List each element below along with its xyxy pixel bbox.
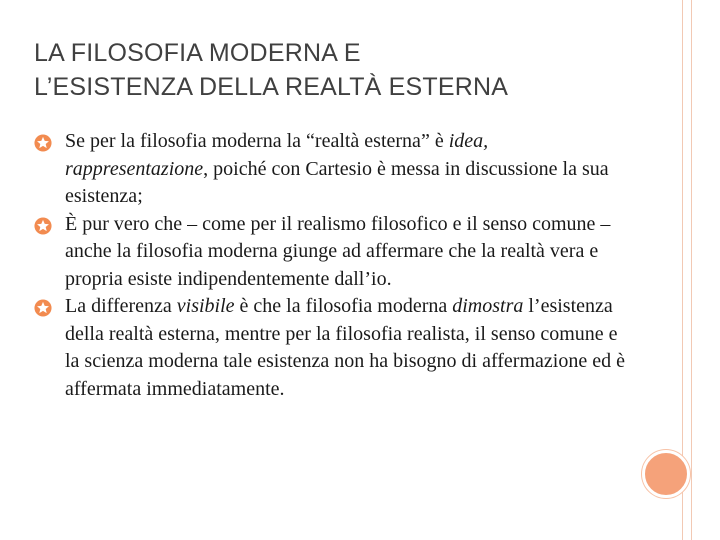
bullet-item-3 bbox=[34, 293, 634, 403]
star-bullet-icon bbox=[34, 217, 52, 235]
bullet-3-text-a: La differenza bbox=[65, 295, 177, 317]
bullet-3-italic-a: visibile bbox=[176, 295, 235, 317]
bullet-1-text-b: , poiché con Cartesio è messa in discussione la sua esistenza; bbox=[65, 157, 609, 207]
slide-title bbox=[34, 36, 654, 104]
bullet-item-1 bbox=[34, 128, 634, 211]
star-bullet-icon bbox=[34, 299, 52, 317]
title-line-2: L’ESISTENZA DELLA REALTÀ ESTERNA bbox=[34, 73, 509, 101]
bullet-2-text: È pur vero che – come per il realismo filosofico e il senso comune – anche la filosofia moderna giunge ad affermare che la realtà vera e propria esiste indipendentemente dall’io. bbox=[65, 212, 611, 290]
title-line-1: LA FILOSOFIA MODERNA E bbox=[34, 39, 361, 67]
bullet-3-text-b: è che la filosofia moderna bbox=[234, 295, 453, 317]
bullet-list bbox=[34, 128, 634, 403]
bullet-item-2 bbox=[34, 211, 634, 294]
bullet-1-text-a: Se per la filosofia moderna la “realtà esterna” è bbox=[65, 130, 449, 152]
bullet-1-italic: idea, rappresentazione bbox=[65, 130, 489, 180]
bullet-3-italic-b: dimostra bbox=[452, 295, 524, 317]
star-bullet-icon bbox=[34, 134, 52, 152]
decorative-circle bbox=[642, 450, 690, 498]
bullet-3-text-c: l’esistenza della realtà esterna, mentre per la filosofia realista, il senso comune e la scienza moderna tale esistenza non ha bisogno di affermazione ed è affermata immediatamente. bbox=[65, 295, 625, 400]
